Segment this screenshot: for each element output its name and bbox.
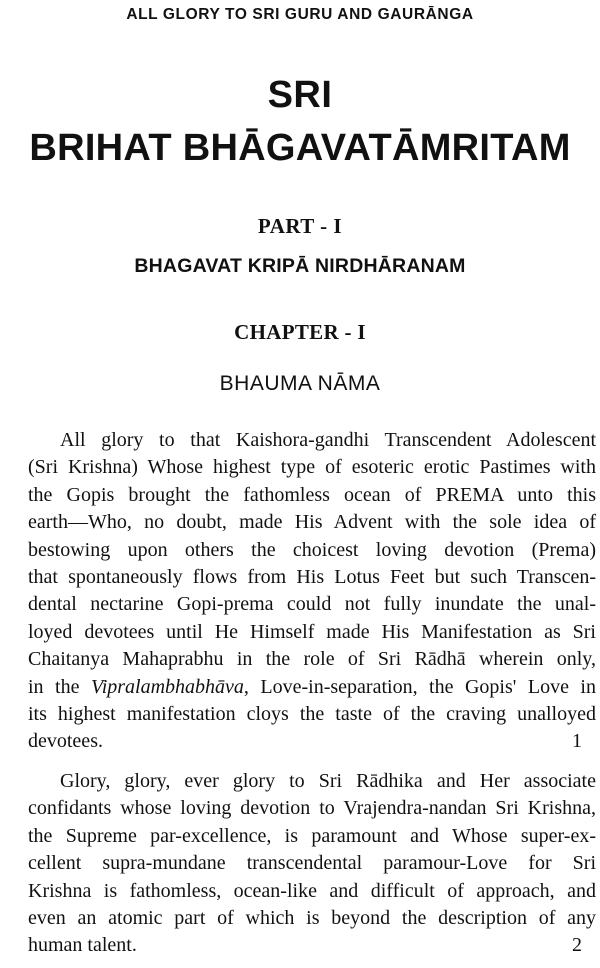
chapter-heading: CHAPTER - I <box>234 320 366 344</box>
text-line: bestowing upon others the choicest loving devotion (Prema) <box>28 538 596 561</box>
text-line: confidants whose loving devotion to Vrajendra-nandan Sri Krishna, <box>28 797 596 820</box>
text-line: All glory to that Kaishora-gandhi Transcendent Adolescent <box>60 429 596 451</box>
verse-number: 1 <box>572 730 582 753</box>
text-line: the Gopis brought the fathomless ocean of PREMA unto this <box>28 483 596 506</box>
text-line: that spontaneously flows from His Lotus Feet but such Transcen- <box>28 565 596 588</box>
text-line: Glory, glory, ever glory to Sri Rādhika and Her associate <box>60 770 596 792</box>
text-line-last <box>28 932 596 959</box>
chapter-title: BHAUMA NĀMA <box>219 372 381 395</box>
text-line-last <box>28 728 596 755</box>
text-segment: human talent. <box>28 934 137 957</box>
italic-term: Vipralambhabhāva <box>90 675 244 698</box>
text-segment: , Love-in-separation, the Gopis' Love in <box>243 675 596 698</box>
text-segment: devotees. <box>28 730 103 753</box>
text-line: even an atomic part of which is beyond the description of any <box>28 906 596 929</box>
text-line: (Sri Krishna) Whose highest type of esoteric erotic Pastimes with <box>28 456 596 479</box>
text-line-with-italic <box>28 674 596 701</box>
text-line: its highest manifestation cloys the taste of the craving unalloyed <box>28 702 596 725</box>
text-segment: in the <box>28 675 91 698</box>
text-line: Chaitanya Mahaprabhu in the role of Sri Rādhā wherein only, <box>28 648 596 671</box>
paragraph-1 <box>28 427 596 756</box>
text-line: earth—Who, no doubt, made His Advent with the sole idea of <box>28 511 596 534</box>
text-line: loyed devotees until He Himself made His Manifestation as Sri <box>28 620 596 643</box>
verse-number: 2 <box>572 934 582 957</box>
paragraph-2 <box>28 768 596 960</box>
book-title-line-1: SRI <box>267 74 333 116</box>
part-title: BHAGAVAT KRIPĀ NIRDHĀRANAM <box>134 255 466 277</box>
text-line: Krishna is fathomless, ocean-like and difficult of approach, and <box>28 879 596 902</box>
running-header: ALL GLORY TO SRI GURU AND GAURĀNGA <box>126 6 474 23</box>
text-line: the Supreme par-excellence, is paramount and Whose super-ex- <box>28 824 596 847</box>
text-line: cellent supra-mundane transcendental paramour-Love for Sri <box>28 852 596 875</box>
part-heading: PART - I <box>257 214 343 238</box>
text-line: dental nectarine Gopi-prema could not fully inundate the unal- <box>28 593 596 616</box>
book-title-line-2: BRIHAT BHĀGAVATĀMRITAM <box>29 127 571 169</box>
